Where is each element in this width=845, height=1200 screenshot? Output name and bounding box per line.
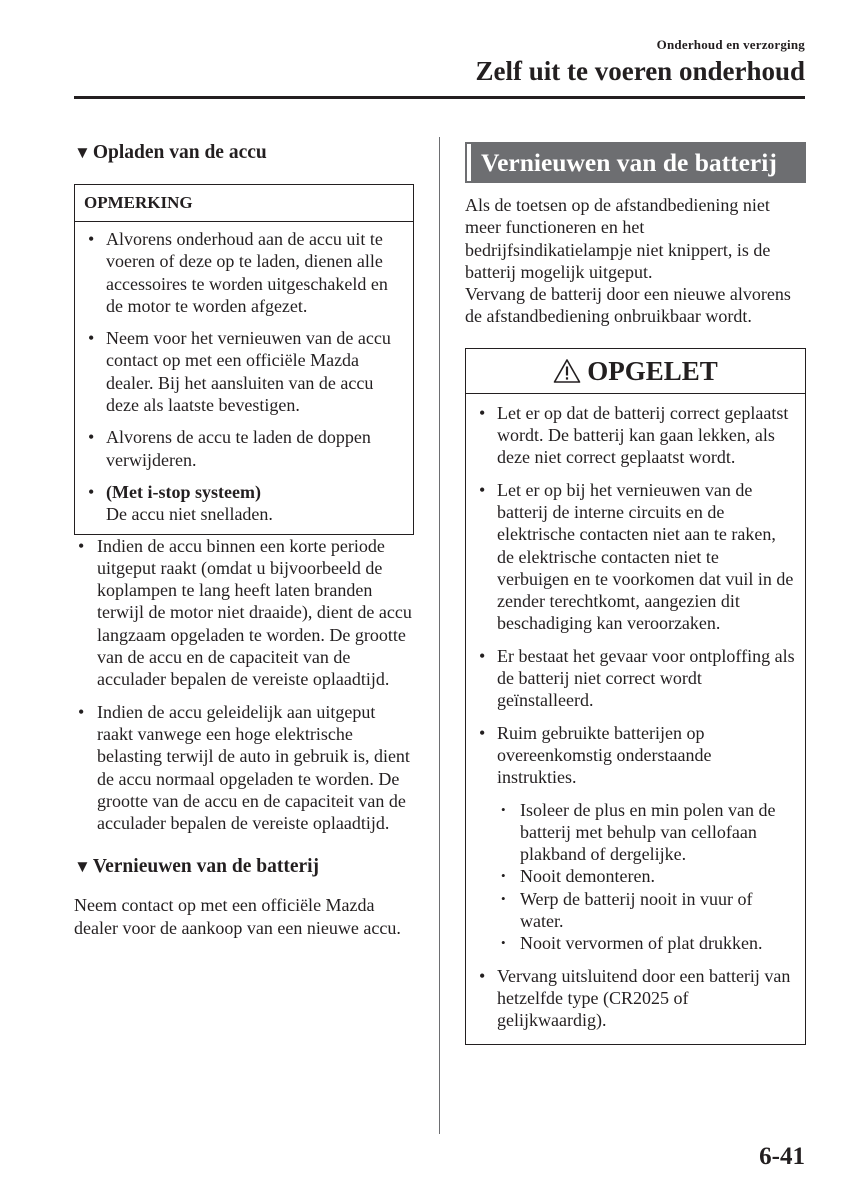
warning-list: [466, 394, 805, 1032]
note-title: OPMERKING: [75, 185, 413, 222]
note-item-text: De accu niet snelladen.: [106, 504, 273, 525]
charging-bullets: [74, 535, 414, 835]
warning-item-text: Ruim gebruikte batterijen op overeenkomstig onderstaande instrukties.: [497, 722, 712, 788]
list-item: • Indien de accu geleidelijk aan uitgeput raakt vanwege een hoge elektrische belasting terwijl de auto in gebruik is, dient de accu normaal opgeladen te worden. De grootte van de accu en de capaciteit van de acculader bepalen de vereiste oplaadtijd.: [74, 701, 414, 835]
warning-item: [466, 722, 795, 955]
subheading-battery-text: Vernieuwen van de batterij: [92, 856, 320, 878]
right-column: [465, 142, 806, 1045]
note-item: • Alvorens de accu te laden de doppen verwijderen.: [75, 426, 405, 471]
subheading-charging: [74, 140, 414, 166]
warning-sublist: [497, 799, 795, 955]
section-banner: [465, 142, 806, 183]
intro-paragraph: [465, 194, 806, 328]
warning-subitem: • Werp de batterij nooit in vuur of water.: [497, 888, 795, 933]
triangle-down-icon: ▼: [74, 143, 91, 162]
section-banner-text: Vernieuwen van de batterij: [467, 144, 804, 181]
warning-subitem: • Isoleer de plus en min polen van de batterij met behulp van cellofaan plakband of dergelijke.: [497, 799, 795, 866]
left-column: [74, 140, 414, 939]
warning-title: OPGELET: [587, 355, 718, 386]
note-item: • Neem voor het vernieuwen van de accu contact op met een officiële Mazda dealer. Bij het aansluiten van de accu deze als laatste bevestigen.: [75, 327, 405, 416]
warning-box: [465, 348, 806, 1045]
intro-text-2: Vervang de batterij door een nieuwe alvorens de afstandbediening onbruikbaar wordt.: [465, 284, 791, 327]
note-item: • Alvorens onderhoud aan de accu uit te voeren of deze op te laden, dienen alle accessoires te worden uitgeschakeld en de motor te worden afgezet.: [75, 228, 405, 317]
warning-subitem: • Nooit vervormen of plat drukken.: [497, 932, 795, 954]
subheading-charging-text: Opladen van de accu: [92, 142, 267, 163]
list-item: • Indien de accu binnen een korte periode uitgeput raakt (omdat u bijvoorbeeld de koplampen te lang heeft laten branden terwijl de motor niet draaide), dient de accu langzaam opgeladen te worden. De grootte van de accu en de capaciteit van de acculader bepalen de vereiste oplaadtijd.: [74, 535, 414, 691]
note-item-bold: • (Met i-stop systeem): [106, 481, 261, 502]
section-label: Onderhoud en verzorging: [656, 37, 805, 52]
warning-item: • Let er op bij het vernieuwen van de batterij de interne circuits en de elektrische contacten niet aan te raken, de elektrische contacten niet te verbuigen en te voorkomen dat vuil in de zender terechtkomt, aangezien dit beschadiging kan veroorzaken.: [466, 479, 795, 635]
warning-triangle-icon: [553, 358, 581, 384]
warning-item: • Er bestaat het gevaar voor ontploffing als de batterij niet correct wordt geïnstalleerd.: [466, 645, 795, 712]
warning-item: • Vervang uitsluitend door een batterij van hetzelfde type (CR2025 of gelijkwaardig).: [466, 965, 795, 1032]
battery-paragraph: Neem contact op met een officiële Mazda dealer voor de aankoop van een nieuwe accu.: [74, 895, 401, 938]
intro-text-1: Als de toetsen op de afstandbediening niet meer functioneren en het bedrijfsindikatielampje niet knippert, is de batterij mogelijk uitgeput.: [465, 195, 771, 282]
column-divider: [439, 137, 440, 1134]
header-rule: [74, 96, 805, 99]
warning-item: • Let er op dat de batterij correct geplaatst wordt. De batterij kan gaan lekken, als deze niet correct geplaatst wordt.: [466, 402, 795, 469]
subheading-battery: [74, 854, 414, 880]
warning-title-bar: [466, 349, 805, 394]
note-list: [75, 222, 413, 526]
page-title: Zelf uit te voeren onderhoud: [475, 56, 805, 86]
note-item: [75, 481, 405, 526]
page-number: 6-41: [759, 1143, 805, 1170]
triangle-down-icon: ▼: [74, 857, 91, 877]
note-box: [74, 184, 414, 535]
warning-subitem: • Nooit demonteren.: [497, 865, 795, 887]
